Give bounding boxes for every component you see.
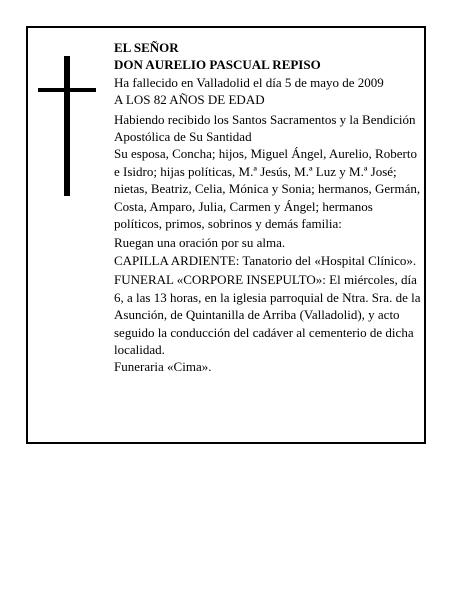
cross-icon: [38, 56, 100, 196]
deceased-name: DON AURELIO PASCUAL REPISO: [114, 57, 321, 73]
sacraments-paragraph: Habiendo recibido los Santos Sacramentos y la Bendición Apostólica de Su Santidad: [114, 111, 416, 145]
funeral-info: FUNERAL «CORPORE INSEPULTO»: El miércoles, día 6, a las 13 horas, en la iglesia parroquial de Ntra. Sra. de la Asunción, de Quintanilla de Arriba (Valladolid), y acto seguido la conducción del cadáver al cementerio de dicha localidad.: [114, 272, 421, 357]
notice-heading: EL SEÑOR: [114, 40, 179, 55]
age-line: A LOS 82 AÑOS DE EDAD: [114, 92, 265, 108]
cross-horizontal-bar: [38, 88, 96, 92]
funeral-home: Funeraria «Cima».: [114, 359, 212, 375]
death-statement: Ha fallecido en Valladolid el día 5 de mayo de 2009: [114, 74, 384, 90]
cross-vertical-bar: [64, 56, 70, 196]
chapel-info: CAPILLA ARDIENTE: Tanatorio del «Hospital Clínico».: [114, 252, 417, 268]
prayer-request: Ruegan una oración por su alma.: [114, 235, 286, 251]
family-paragraph: Su esposa, Concha; hijos, Miguel Ángel, Aurelio, Roberto e Isidro; hijas políticas, M.ª Jesús, M.ª Luz y M.ª José; nietas, Beatriz, Celia, Mónica y Sonia; hermanos, Germán, Costa, Amparo, Julia, Carmen y Ángel; hermanos políticos, primos, sobrinos y demás familia:: [114, 146, 421, 232]
obituary-text: [114, 39, 424, 376]
